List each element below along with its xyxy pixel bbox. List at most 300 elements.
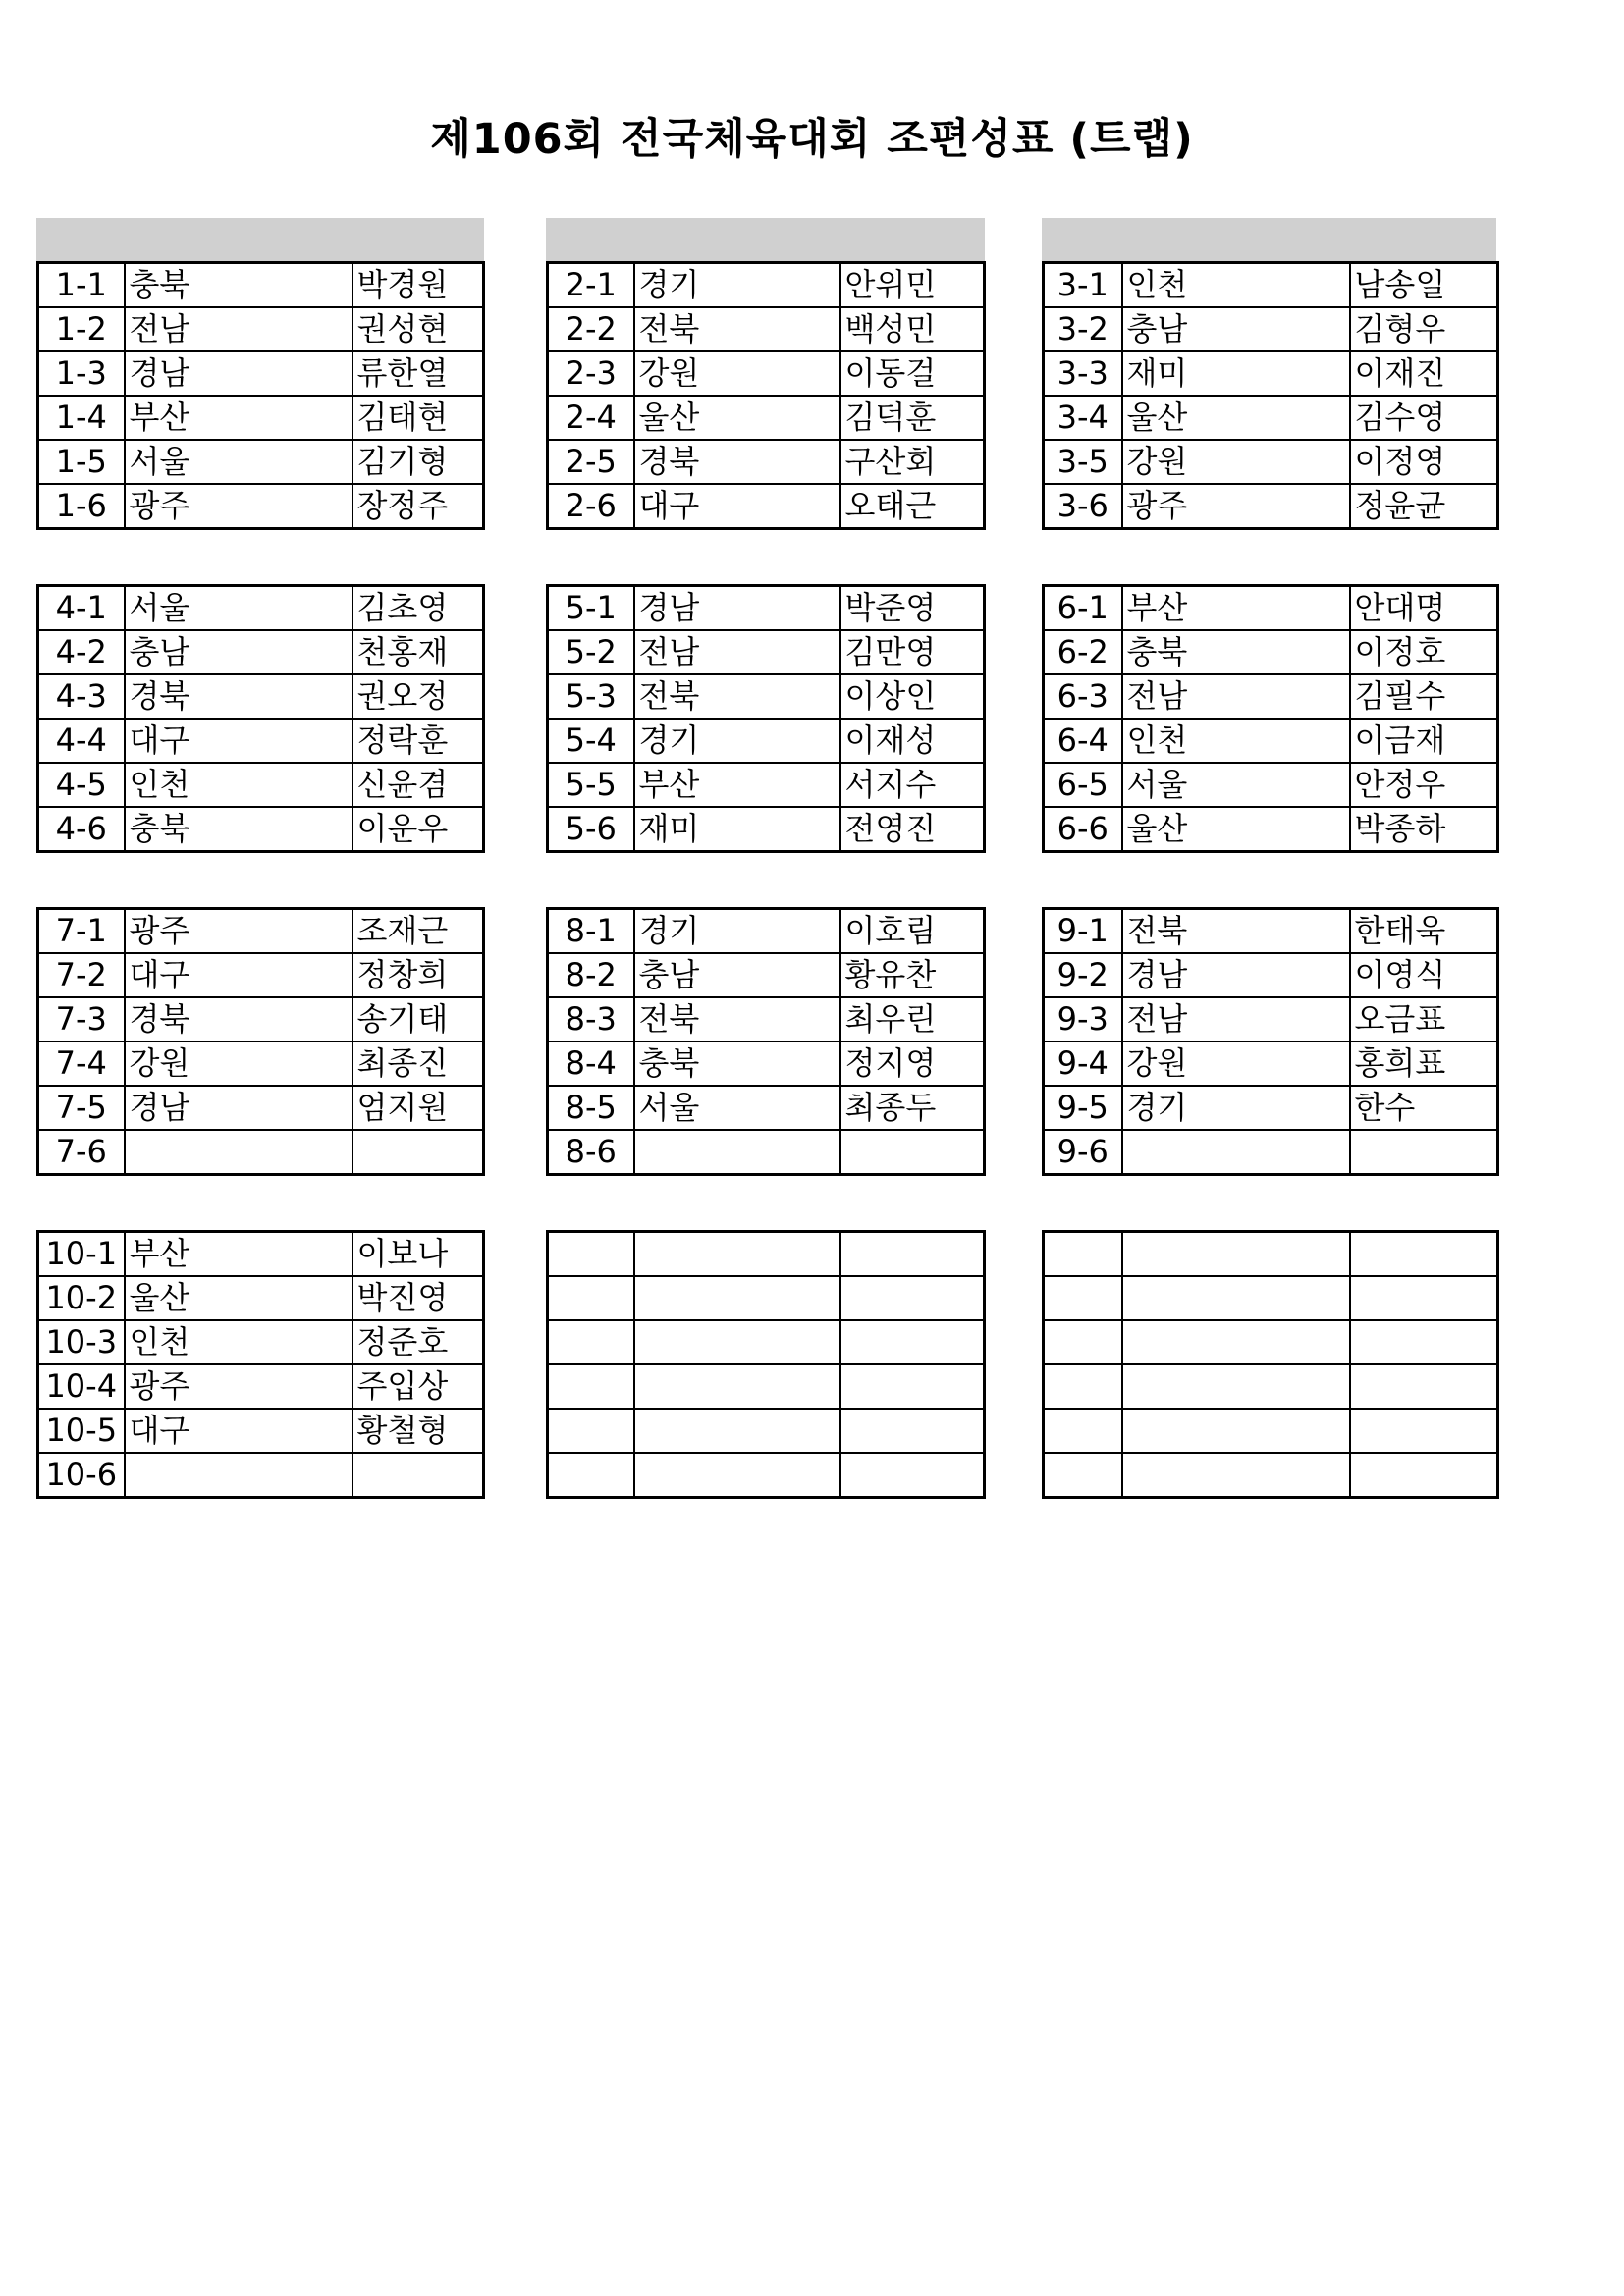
group-table: [36, 1230, 485, 1499]
region-cell: 경남: [125, 351, 352, 396]
region-cell: 전남: [125, 307, 352, 351]
athlete-name-cell: 오금표: [1350, 997, 1498, 1041]
entry-number-cell: 7-2: [38, 953, 125, 997]
region-cell: 인천: [125, 763, 352, 807]
athlete-name-cell: [840, 1453, 985, 1498]
entry-number-cell: 1-1: [38, 263, 125, 308]
athlete-name-cell: 이재성: [840, 719, 985, 763]
table-row: [38, 953, 484, 997]
table-row: [38, 674, 484, 719]
athlete-name-cell: 권성현: [352, 307, 484, 351]
athlete-name-cell: 송기태: [352, 997, 484, 1041]
table-row: [38, 1130, 484, 1175]
table-row: [38, 1086, 484, 1130]
athlete-name-cell: 최종두: [840, 1086, 985, 1130]
athlete-name-cell: [840, 1409, 985, 1453]
group-table: [1042, 261, 1499, 530]
entry-number-cell: 5-4: [548, 719, 634, 763]
athlete-name-cell: [840, 1364, 985, 1409]
region-cell: 서울: [125, 586, 352, 631]
table-row: [1044, 674, 1498, 719]
table-row: [38, 440, 484, 484]
region-cell: 부산: [1122, 586, 1350, 631]
region-cell: 광주: [1122, 484, 1350, 529]
region-cell: [1122, 1232, 1350, 1277]
entry-number-cell: 3-4: [1044, 396, 1122, 440]
entry-number-cell: 2-6: [548, 484, 634, 529]
entry-number-cell: 8-2: [548, 953, 634, 997]
region-cell: [634, 1320, 840, 1364]
region-cell: [125, 1130, 352, 1175]
athlete-name-cell: 박진영: [352, 1276, 484, 1320]
table-row: [1044, 1364, 1498, 1409]
entry-number-cell: 10-2: [38, 1276, 125, 1320]
athlete-name-cell: 장정주: [352, 484, 484, 529]
column-header-bar: [1042, 218, 1496, 261]
athlete-name-cell: 서지수: [840, 763, 985, 807]
athlete-name-cell: 정지영: [840, 1041, 985, 1086]
athlete-name-cell: 권오정: [352, 674, 484, 719]
entry-number-cell: 6-1: [1044, 586, 1122, 631]
athlete-name-cell: [352, 1130, 484, 1175]
entry-number-cell: 9-2: [1044, 953, 1122, 997]
table-row: [1044, 484, 1498, 529]
region-cell: 울산: [1122, 807, 1350, 852]
entry-number-cell: 1-3: [38, 351, 125, 396]
table-row: [38, 1320, 484, 1364]
athlete-name-cell: 김덕훈: [840, 396, 985, 440]
athlete-name-cell: 김태현: [352, 396, 484, 440]
region-cell: 충북: [634, 1041, 840, 1086]
region-cell: 인천: [125, 1320, 352, 1364]
table-row: [548, 1453, 985, 1498]
table-row: [548, 1232, 985, 1277]
entry-number-cell: 5-1: [548, 586, 634, 631]
athlete-name-cell: 박경원: [352, 263, 484, 308]
region-cell: [1122, 1276, 1350, 1320]
athlete-name-cell: 구산회: [840, 440, 985, 484]
athlete-name-cell: 김수영: [1350, 396, 1498, 440]
entry-number-cell: [548, 1409, 634, 1453]
table-row: [548, 1086, 985, 1130]
table-row: [38, 997, 484, 1041]
entry-number-cell: 8-1: [548, 909, 634, 954]
region-cell: 충남: [125, 630, 352, 674]
table-row: [1044, 1041, 1498, 1086]
athlete-name-cell: 오태근: [840, 484, 985, 529]
table-row: [38, 630, 484, 674]
region-cell: [1122, 1130, 1350, 1175]
table-row: [548, 674, 985, 719]
entry-number-cell: 4-3: [38, 674, 125, 719]
group-table: [546, 584, 986, 853]
athlete-name-cell: 홍희표: [1350, 1041, 1498, 1086]
entry-number-cell: 7-4: [38, 1041, 125, 1086]
region-cell: 대구: [125, 953, 352, 997]
table-row: [548, 586, 985, 631]
table-row: [1044, 1320, 1498, 1364]
entry-number-cell: 6-3: [1044, 674, 1122, 719]
table-row: [548, 953, 985, 997]
region-cell: 부산: [125, 396, 352, 440]
entry-number-cell: 8-3: [548, 997, 634, 1041]
entry-number-cell: 1-4: [38, 396, 125, 440]
athlete-name-cell: 박종하: [1350, 807, 1498, 852]
region-cell: 경북: [634, 440, 840, 484]
entry-number-cell: 3-6: [1044, 484, 1122, 529]
region-cell: 대구: [634, 484, 840, 529]
region-cell: 전남: [634, 630, 840, 674]
athlete-name-cell: 조재근: [352, 909, 484, 954]
entry-number-cell: [1044, 1232, 1122, 1277]
region-cell: [1122, 1453, 1350, 1498]
region-cell: 강원: [634, 351, 840, 396]
athlete-name-cell: 이동걸: [840, 351, 985, 396]
athlete-name-cell: 김만영: [840, 630, 985, 674]
table-row: [548, 1409, 985, 1453]
region-cell: 서울: [1122, 763, 1350, 807]
region-cell: 서울: [634, 1086, 840, 1130]
table-row: [548, 719, 985, 763]
table-row: [548, 1130, 985, 1175]
entry-number-cell: [1044, 1320, 1122, 1364]
athlete-name-cell: 정윤균: [1350, 484, 1498, 529]
column-header-bar: [546, 218, 985, 261]
region-cell: 충남: [634, 953, 840, 997]
region-cell: 경남: [1122, 953, 1350, 997]
column-header-bar: [36, 218, 484, 261]
table-row: [38, 351, 484, 396]
table-row: [1044, 440, 1498, 484]
entry-number-cell: 4-2: [38, 630, 125, 674]
athlete-name-cell: [840, 1130, 985, 1175]
entry-number-cell: 9-1: [1044, 909, 1122, 954]
entry-number-cell: 2-3: [548, 351, 634, 396]
athlete-name-cell: 이금재: [1350, 719, 1498, 763]
athlete-name-cell: 한수: [1350, 1086, 1498, 1130]
entry-number-cell: 6-2: [1044, 630, 1122, 674]
table-row: [38, 1232, 484, 1277]
entry-number-cell: [548, 1364, 634, 1409]
group-table: [1042, 907, 1499, 1176]
athlete-name-cell: [1350, 1364, 1498, 1409]
athlete-name-cell: 이정호: [1350, 630, 1498, 674]
region-cell: 광주: [125, 1364, 352, 1409]
table-row: [1044, 307, 1498, 351]
region-cell: 서울: [125, 440, 352, 484]
entry-number-cell: [1044, 1453, 1122, 1498]
entry-number-cell: 4-5: [38, 763, 125, 807]
athlete-name-cell: 한태욱: [1350, 909, 1498, 954]
table-row: [548, 351, 985, 396]
table-row: [548, 1041, 985, 1086]
table-row: [548, 1364, 985, 1409]
region-cell: 강원: [1122, 440, 1350, 484]
table-row: [38, 1041, 484, 1086]
region-cell: 광주: [125, 909, 352, 954]
table-row: [548, 440, 985, 484]
region-cell: 울산: [1122, 396, 1350, 440]
entry-number-cell: 7-5: [38, 1086, 125, 1130]
region-cell: 강원: [125, 1041, 352, 1086]
entry-number-cell: 2-4: [548, 396, 634, 440]
group-table: [1042, 584, 1499, 853]
athlete-name-cell: 최우린: [840, 997, 985, 1041]
region-cell: 경기: [634, 909, 840, 954]
athlete-name-cell: [840, 1320, 985, 1364]
region-cell: [634, 1409, 840, 1453]
table-row: [38, 763, 484, 807]
athlete-name-cell: 안위민: [840, 263, 985, 308]
athlete-name-cell: 최종진: [352, 1041, 484, 1086]
region-cell: 충북: [125, 263, 352, 308]
entry-number-cell: 4-4: [38, 719, 125, 763]
table-row: [38, 484, 484, 529]
athlete-name-cell: 김기형: [352, 440, 484, 484]
athlete-name-cell: [1350, 1276, 1498, 1320]
entry-number-cell: [1044, 1409, 1122, 1453]
region-cell: [1122, 1320, 1350, 1364]
athlete-name-cell: 이재진: [1350, 351, 1498, 396]
entry-number-cell: 10-5: [38, 1409, 125, 1453]
table-row: [38, 307, 484, 351]
table-row: [548, 263, 985, 308]
table-row: [38, 807, 484, 852]
region-cell: 울산: [634, 396, 840, 440]
group-table: [546, 261, 986, 530]
table-row: [38, 909, 484, 954]
entry-number-cell: 8-4: [548, 1041, 634, 1086]
athlete-name-cell: [840, 1276, 985, 1320]
athlete-name-cell: 백성민: [840, 307, 985, 351]
athlete-name-cell: 이정영: [1350, 440, 1498, 484]
table-row: [1044, 1276, 1498, 1320]
group-table: [36, 907, 485, 1176]
entry-number-cell: 3-1: [1044, 263, 1122, 308]
region-cell: 경기: [634, 263, 840, 308]
entry-number-cell: 5-6: [548, 807, 634, 852]
region-cell: [634, 1276, 840, 1320]
region-cell: 충북: [125, 807, 352, 852]
entry-number-cell: 5-5: [548, 763, 634, 807]
region-cell: 광주: [125, 484, 352, 529]
entry-number-cell: 4-1: [38, 586, 125, 631]
table-row: [38, 263, 484, 308]
table-row: [548, 763, 985, 807]
athlete-name-cell: 주입상: [352, 1364, 484, 1409]
entry-number-cell: 3-3: [1044, 351, 1122, 396]
table-row: [1044, 630, 1498, 674]
table-row: [38, 719, 484, 763]
page-title: 제106회 전국체육대회 조편성표 (트랩): [430, 115, 1194, 164]
entry-number-cell: 7-6: [38, 1130, 125, 1175]
entry-number-cell: 1-5: [38, 440, 125, 484]
region-cell: [634, 1232, 840, 1277]
entry-number-cell: 1-6: [38, 484, 125, 529]
athlete-name-cell: [1350, 1232, 1498, 1277]
athlete-name-cell: 류한열: [352, 351, 484, 396]
table-row: [1044, 1232, 1498, 1277]
athlete-name-cell: 신윤겸: [352, 763, 484, 807]
region-cell: 전남: [1122, 997, 1350, 1041]
entry-number-cell: 6-5: [1044, 763, 1122, 807]
table-row: [548, 307, 985, 351]
table-row: [1044, 396, 1498, 440]
entry-number-cell: 1-2: [38, 307, 125, 351]
athlete-name-cell: [840, 1232, 985, 1277]
entry-number-cell: [548, 1232, 634, 1277]
entry-number-cell: 5-2: [548, 630, 634, 674]
entry-number-cell: 10-6: [38, 1453, 125, 1498]
athlete-name-cell: 안대명: [1350, 586, 1498, 631]
entry-number-cell: 6-4: [1044, 719, 1122, 763]
entry-number-cell: 10-1: [38, 1232, 125, 1277]
table-row: [548, 807, 985, 852]
entry-number-cell: [548, 1320, 634, 1364]
entry-number-cell: 9-6: [1044, 1130, 1122, 1175]
athlete-name-cell: 박준영: [840, 586, 985, 631]
athlete-name-cell: 엄지원: [352, 1086, 484, 1130]
region-cell: 부산: [125, 1232, 352, 1277]
region-cell: 대구: [125, 719, 352, 763]
entry-number-cell: 9-5: [1044, 1086, 1122, 1130]
entry-number-cell: 4-6: [38, 807, 125, 852]
region-cell: [1122, 1409, 1350, 1453]
table-row: [548, 997, 985, 1041]
athlete-name-cell: 이영식: [1350, 953, 1498, 997]
group-table: [36, 261, 485, 530]
entry-number-cell: 2-1: [548, 263, 634, 308]
region-cell: 충북: [1122, 630, 1350, 674]
entry-number-cell: 9-3: [1044, 997, 1122, 1041]
region-cell: [634, 1364, 840, 1409]
table-row: [1044, 763, 1498, 807]
athlete-name-cell: 황유찬: [840, 953, 985, 997]
athlete-name-cell: 정락훈: [352, 719, 484, 763]
entry-number-cell: 7-1: [38, 909, 125, 954]
entry-number-cell: [548, 1276, 634, 1320]
region-cell: 부산: [634, 763, 840, 807]
table-row: [38, 586, 484, 631]
entry-number-cell: 7-3: [38, 997, 125, 1041]
region-cell: 재미: [634, 807, 840, 852]
table-row: [548, 396, 985, 440]
region-cell: 경기: [1122, 1086, 1350, 1130]
athlete-name-cell: 김필수: [1350, 674, 1498, 719]
region-cell: 경기: [634, 719, 840, 763]
athlete-name-cell: 전영진: [840, 807, 985, 852]
region-cell: 경북: [125, 674, 352, 719]
region-cell: 전북: [634, 307, 840, 351]
athlete-name-cell: 이상인: [840, 674, 985, 719]
region-cell: [1122, 1364, 1350, 1409]
table-row: [38, 1364, 484, 1409]
entry-number-cell: 10-4: [38, 1364, 125, 1409]
region-cell: 울산: [125, 1276, 352, 1320]
region-cell: 강원: [1122, 1041, 1350, 1086]
table-row: [1044, 586, 1498, 631]
athlete-name-cell: 이운우: [352, 807, 484, 852]
region-cell: 인천: [1122, 263, 1350, 308]
region-cell: [125, 1453, 352, 1498]
table-row: [38, 1453, 484, 1498]
athlete-name-cell: [352, 1453, 484, 1498]
athlete-name-cell: [1350, 1320, 1498, 1364]
athlete-name-cell: [1350, 1409, 1498, 1453]
table-row: [1044, 1086, 1498, 1130]
table-row: [38, 1409, 484, 1453]
athlete-name-cell: 김형우: [1350, 307, 1498, 351]
table-row: [1044, 1130, 1498, 1175]
table-row: [1044, 953, 1498, 997]
athlete-name-cell: 이보나: [352, 1232, 484, 1277]
entry-number-cell: [1044, 1276, 1122, 1320]
region-cell: 재미: [1122, 351, 1350, 396]
table-row: [1044, 263, 1498, 308]
entry-number-cell: 2-5: [548, 440, 634, 484]
table-row: [1044, 351, 1498, 396]
entry-number-cell: 6-6: [1044, 807, 1122, 852]
table-row: [548, 484, 985, 529]
table-row: [1044, 719, 1498, 763]
entry-number-cell: [548, 1453, 634, 1498]
region-cell: 전남: [1122, 674, 1350, 719]
group-table: [546, 1230, 986, 1499]
region-cell: 인천: [1122, 719, 1350, 763]
entry-number-cell: 8-5: [548, 1086, 634, 1130]
athlete-name-cell: [1350, 1453, 1498, 1498]
group-table: [1042, 1230, 1499, 1499]
region-cell: 경북: [125, 997, 352, 1041]
table-row: [1044, 807, 1498, 852]
region-cell: [634, 1453, 840, 1498]
table-row: [548, 630, 985, 674]
table-row: [1044, 909, 1498, 954]
region-cell: 충남: [1122, 307, 1350, 351]
athlete-name-cell: 김초영: [352, 586, 484, 631]
athlete-name-cell: 이호림: [840, 909, 985, 954]
table-row: [1044, 997, 1498, 1041]
table-row: [548, 1276, 985, 1320]
entry-number-cell: 5-3: [548, 674, 634, 719]
region-cell: 전북: [634, 674, 840, 719]
athlete-name-cell: 천홍재: [352, 630, 484, 674]
group-table: [36, 584, 485, 853]
athlete-name-cell: 정준호: [352, 1320, 484, 1364]
region-cell: 대구: [125, 1409, 352, 1453]
region-cell: [634, 1130, 840, 1175]
entry-number-cell: [1044, 1364, 1122, 1409]
entry-number-cell: 9-4: [1044, 1041, 1122, 1086]
region-cell: 전북: [634, 997, 840, 1041]
entry-number-cell: 3-5: [1044, 440, 1122, 484]
region-cell: 경남: [125, 1086, 352, 1130]
table-row: [548, 909, 985, 954]
table-row: [548, 1320, 985, 1364]
athlete-name-cell: 황철형: [352, 1409, 484, 1453]
athlete-name-cell: 안정우: [1350, 763, 1498, 807]
table-row: [1044, 1409, 1498, 1453]
table-row: [38, 1276, 484, 1320]
athlete-name-cell: 정창희: [352, 953, 484, 997]
group-table: [546, 907, 986, 1176]
athlete-name-cell: [1350, 1130, 1498, 1175]
entry-number-cell: 2-2: [548, 307, 634, 351]
entry-number-cell: 8-6: [548, 1130, 634, 1175]
region-cell: 경남: [634, 586, 840, 631]
athlete-name-cell: 남송일: [1350, 263, 1498, 308]
entry-number-cell: 3-2: [1044, 307, 1122, 351]
